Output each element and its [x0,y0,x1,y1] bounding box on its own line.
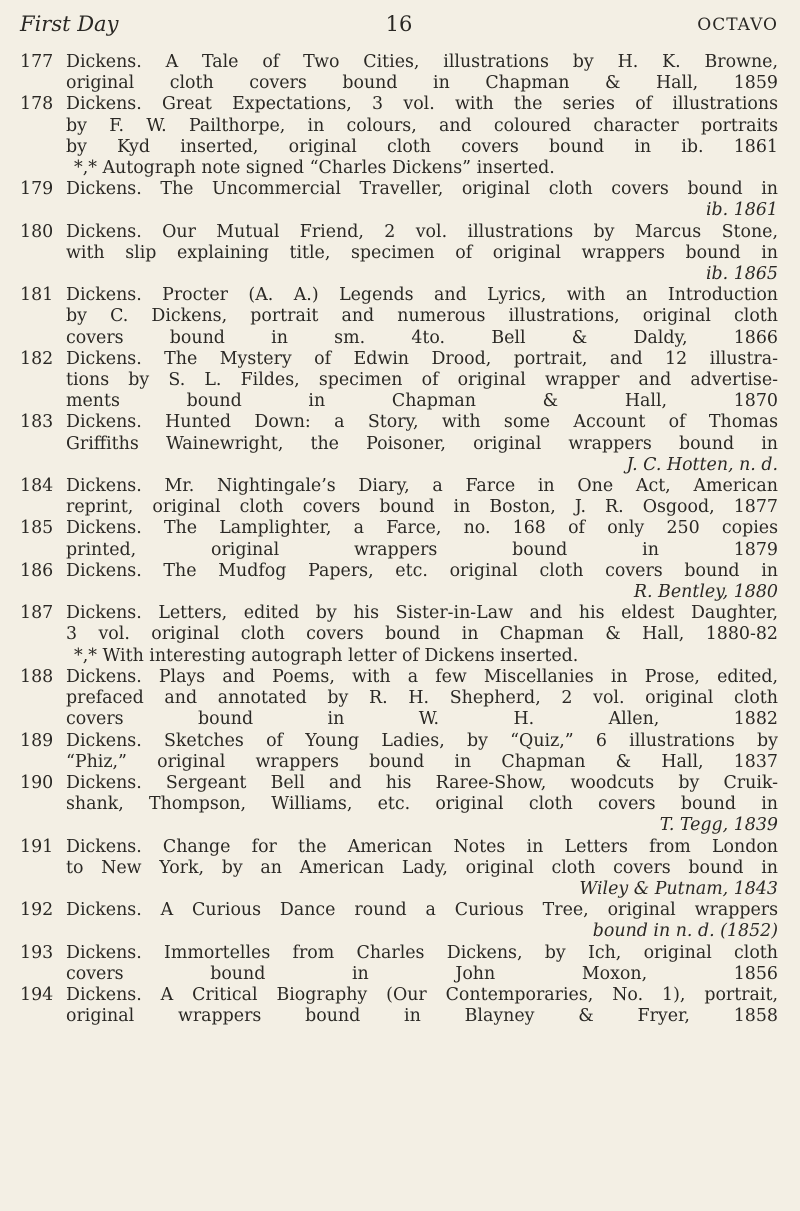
lot-number: 190 [20,772,54,793]
lot-description [66,731,778,773]
lot-line: “Phiz,” original wrappers bound in Chapman & Hall, 1837 [66,751,778,772]
lot-note: *,* With interesting autograph letter of Dickens inserted. [74,645,579,666]
lot-line: Dickens. Procter (A. A.) Legends and Lyrics, with an Introduction [66,285,778,306]
lot-number: 189 [20,730,54,751]
lot-line: 3 vol. original cloth covers bound in Chapman & Hall, 1880-82 [66,624,778,645]
lot-description [66,285,778,349]
lot-line: by F. W. Pailthorpe, in colours, and coloured character portraits [66,115,778,136]
lot-list [20,52,778,1027]
lot-line: to New York, by an American Lady, original cloth covers bound in [66,857,778,878]
lot-number: 183 [20,412,54,433]
lot-line: Dickens. Our Mutual Friend, 2 vol. illustrations by Marcus Stone, [66,221,778,242]
lot-description [66,773,778,837]
lot-entry [20,349,778,413]
lot-entry [20,985,778,1027]
page-header [20,12,778,42]
lot-line: covers bound in W. H. Allen, 1882 [66,709,778,730]
lot-line: by Kyd inserted, original cloth covers bound in ib. 1861 [66,136,778,157]
lot-line: prefaced and annotated by R. H. Shepherd, 2 vol. original cloth [66,688,778,709]
lot-line: covers bound in John Moxon, 1856 [66,963,778,984]
lot-description [66,985,778,1027]
lot-line: R. Bentley, 1880 [633,582,778,603]
lot-line: Dickens. A Curious Dance round a Curious Tree, original wrappers [66,900,778,921]
lot-line: ib. 1865 [705,264,778,285]
lot-line: reprint, original cloth covers bound in Boston, J. R. Osgood, 1877 [66,497,778,518]
lot-entry [20,476,778,518]
lot-number: 180 [20,221,54,242]
lot-description [66,837,778,901]
lot-description [66,222,778,286]
lot-entry [20,943,778,985]
lot-line: ments bound in Chapman & Hall, 1870 [66,391,778,412]
book-format: OCTAVO [697,15,778,35]
page-number: 16 [385,12,413,36]
lot-line: Dickens. The Lamplighter, a Farce, no. 168 of only 250 copies [66,518,778,539]
lot-line: Dickens. Change for the American Notes in Letters from London [66,836,778,857]
lot-entry [20,667,778,731]
lot-line: Griffiths Wainewright, the Poisoner, original wrappers bound in [66,433,778,454]
lot-line: J. C. Hotten, n. d. [626,454,778,475]
lot-line: Dickens. Sergeant Bell and his Raree-Show, woodcuts by Cruik- [66,772,778,793]
lot-description [66,412,778,476]
lot-line: Dickens. Immortelles from Charles Dickens, by Ich, original cloth [66,942,778,963]
lot-description [66,561,778,603]
lot-line: Wiley & Putnam, 1843 [579,878,778,899]
lot-entry [20,222,778,286]
lot-line: covers bound in sm. 4to. Bell & Daldy, 1866 [66,327,778,348]
lot-line: Dickens. A Critical Biography (Our Contemporaries, No. 1), portrait, [66,984,778,1005]
lot-line: Dickens. A Tale of Two Cities, illustrations by H. K. Browne, [66,52,778,72]
lot-line: printed, original wrappers bound in 1879 [66,539,778,560]
lot-number: 184 [20,476,54,497]
lot-description [66,943,778,985]
lot-line: Dickens. Mr. Nightingale’s Diary, a Farce in One Act, American [66,476,778,497]
lot-number: 194 [20,984,54,1005]
lot-entry [20,285,778,349]
lot-line: Dickens. Sketches of Young Ladies, by “Quiz,” 6 illustrations by [66,730,778,751]
lot-line: Dickens. Plays and Poems, with a few Miscellanies in Prose, edited, [66,666,778,687]
lot-entry [20,731,778,773]
lot-number: 186 [20,560,54,581]
lot-line: T. Tegg, 1839 [659,815,778,836]
lot-line: Dickens. The Uncommercial Traveller, original cloth covers bound in [66,179,778,200]
lot-line: Dickens. Great Expectations, 3 vol. with the series of illustrations [66,94,778,115]
lot-line: Dickens. The Mudfog Papers, etc. original cloth covers bound in [66,560,778,581]
lot-description [66,349,778,413]
lot-number: 177 [20,52,54,72]
lot-description [66,603,778,667]
lot-entry [20,412,778,476]
lot-note: *,* Autograph note signed “Charles Dickens” inserted. [74,158,555,179]
lot-line: original cloth covers bound in Chapman & Hall, 1859 [66,73,778,94]
lot-line: Dickens. Letters, edited by his Sister-in-Law and his eldest Daughter, [66,603,778,624]
lot-entry [20,518,778,560]
lot-entry [20,561,778,603]
lot-entry [20,837,778,901]
lot-entry [20,900,778,942]
lot-line: shank, Thompson, Williams, etc. original cloth covers bound in [66,794,778,815]
lot-number: 182 [20,348,54,369]
lot-line: original wrappers bound in Blayney & Fryer, 1858 [66,1006,778,1027]
lot-line: with slip explaining title, specimen of original wrappers bound in [66,242,778,263]
lot-line: Dickens. The Mystery of Edwin Drood, portrait, and 12 illustra- [66,348,778,369]
lot-entry [20,179,778,221]
lot-description [66,900,778,942]
lot-line: ib. 1861 [705,200,778,221]
lot-number: 192 [20,900,54,921]
lot-line: by C. Dickens, portrait and numerous illustrations, original cloth [66,306,778,327]
lot-entry [20,603,778,667]
lot-description [66,94,778,179]
lot-number: 193 [20,942,54,963]
lot-number: 181 [20,285,54,306]
lot-description [66,52,778,94]
lot-description [66,179,778,221]
lot-description [66,518,778,560]
lot-entry [20,773,778,837]
lot-line: Dickens. Hunted Down: a Story, with some Account of Thomas [66,412,778,433]
lot-number: 179 [20,179,54,200]
lot-number: 188 [20,666,54,687]
lot-line: tions by S. L. Fildes, specimen of original wrapper and advertise- [66,370,778,391]
lot-number: 185 [20,518,54,539]
lot-number: 191 [20,836,54,857]
lot-number: 178 [20,94,54,115]
lot-description [66,476,778,518]
sale-day: First Day [20,12,119,36]
lot-number: 187 [20,603,54,624]
lot-entry [20,94,778,179]
lot-description [66,667,778,731]
lot-entry [20,52,778,94]
lot-line: bound in n. d. (1852) [592,921,778,942]
